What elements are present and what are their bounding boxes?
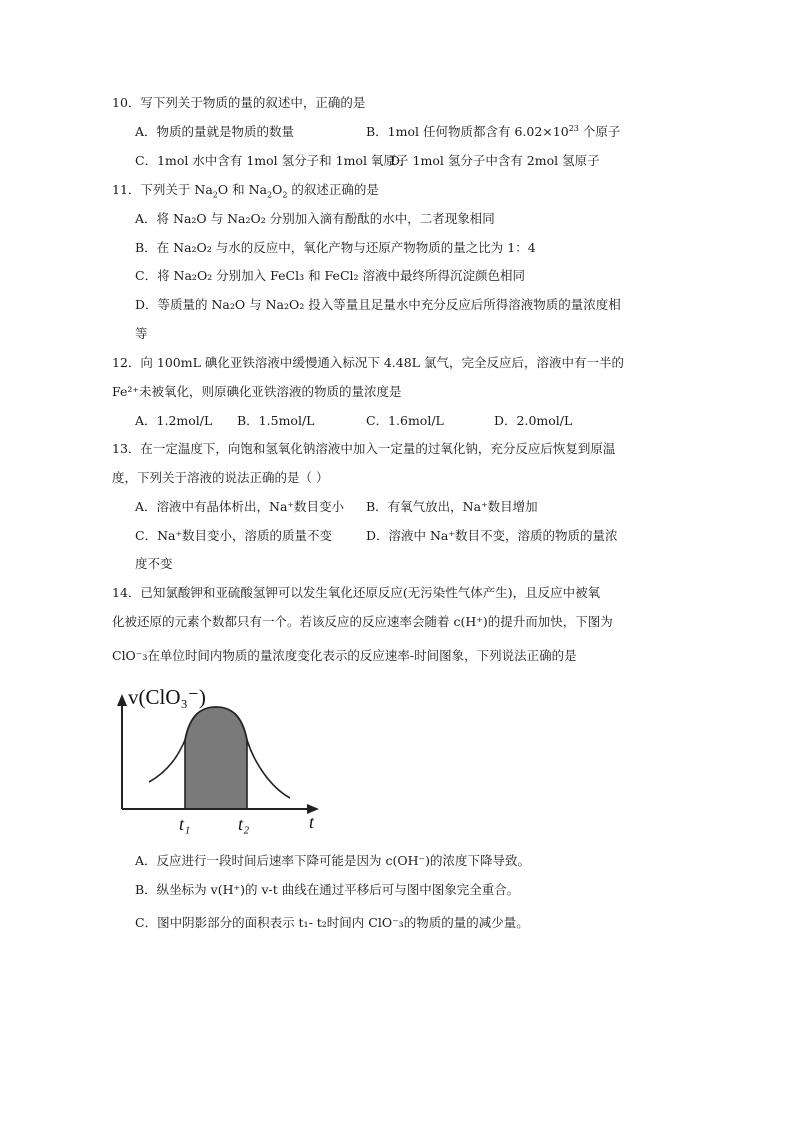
q11-stem-part3: O xyxy=(272,182,283,197)
rate-time-graph xyxy=(112,682,332,840)
q10-option-b-text: B．1mol 任何物质都含有 6.02×10 xyxy=(366,124,569,139)
q11-stem-sub2: 2 xyxy=(266,190,273,200)
y-axis-arrow xyxy=(117,694,127,706)
t2-label: t₂ xyxy=(238,814,250,834)
q14-stem-line3: ClO⁻₃在单位时间内物质的量浓度变化表示的反应速率-时间图象，下列说法正确的是 xyxy=(112,648,577,663)
q14-option-b: B．纵坐标为 v(H⁺)的 v-t 曲线在通过平移后可与图中图象完全重合。 xyxy=(135,882,520,897)
q12-option-a: A．1.2mol/L xyxy=(135,413,213,428)
q11-stem xyxy=(112,182,379,198)
q11-option-b: B．在 Na₂O₂ 与水的反应中，氧化产物与还原产物物质的量之比为 1：4 xyxy=(135,240,536,255)
q10-option-a: A．物质的量就是物质的数量 xyxy=(135,124,295,139)
rate-time-graph-svg xyxy=(112,682,332,840)
q10-option-b-tail: 个原子 xyxy=(578,124,621,139)
q10-option-b xyxy=(366,124,620,140)
q13-option-d-line2: 度不变 xyxy=(135,556,173,571)
q10-stem: 10．写下列关于物质的量的叙述中，正确的是 xyxy=(112,95,366,110)
q11-stem-part4: 的叙述正确的是 xyxy=(287,182,379,197)
q14-option-c: C．图中阴影部分的面积表示 t₁- t₂时间内 ClO⁻₃的物质的量的减少量。 xyxy=(135,915,529,930)
q11-stem-part1: 11．下列关于 Na xyxy=(112,182,213,197)
q13-option-a: A．溶液中有晶体析出，Na⁺数目变小 xyxy=(135,499,345,514)
q11-stem-sub1: 2 xyxy=(212,190,218,200)
q10-option-d: D．1mol 氢分子中含有 2mol 氢原子 xyxy=(390,153,600,168)
q12-option-b: B．1.5mol/L xyxy=(237,413,315,428)
q11-stem-sub3: 2 xyxy=(282,190,288,200)
q11-option-d-line2: 等 xyxy=(135,326,148,341)
y-axis-label: v(ClO₃⁻) xyxy=(128,685,206,709)
q12-stem-line1: 12．向 100mL 碘化亚铁溶液中缓慢通入标况下 4.48L 氯气，完全反应后，溶液中有一半的 xyxy=(112,355,624,370)
q14-stem-line1: 14．已知氯酸钾和亚硫酸氢钾可以发生氧化还原反应(无污染性气体产生)，且反应中被氧 xyxy=(112,585,601,600)
x-axis-label: t xyxy=(309,812,315,832)
q13-stem-line1: 13．在一定温度下，向饱和氢氧化钠溶液中加入一定量的过氧化钠，充分反应后恢复到原温 xyxy=(112,441,616,456)
q13-option-c: C．Na⁺数目变小，溶质的质量不变 xyxy=(135,528,333,543)
q11-option-a: A．将 Na₂O 与 Na₂O₂ 分别加入滴有酚酞的水中，二者现象相同 xyxy=(135,211,495,226)
q13-option-d-line1: D．溶液中 Na⁺数目不变，溶质的物质的量浓 xyxy=(366,528,618,543)
t1-label: t₁ xyxy=(179,814,191,834)
q12-option-d: D．2.0mol/L xyxy=(494,413,573,428)
q14-stem-line2: 化被还原的元素个数都只有一个。若该反应的反应速率会随着 c(H⁺)的提升而加快，下图为 xyxy=(112,614,613,629)
q11-stem-part2: O 和 Na xyxy=(217,182,267,197)
q10-option-b-exponent: 23 xyxy=(568,123,579,133)
q11-option-c: C．将 Na₂O₂ 分别加入 FeCl₃ 和 FeCl₂ 溶液中最终所得沉淀颜色相同 xyxy=(135,268,525,283)
q13-option-b: B．有氧气放出，Na⁺数目增加 xyxy=(366,499,538,514)
q13-stem-line2: 度，下列关于溶液的说法正确的是（ ） xyxy=(112,470,329,485)
q14-option-a: A．反应进行一段时间后速率下降可能是因为 c(OH⁻)的浓度下降导致。 xyxy=(135,853,531,868)
q12-stem-line2: Fe²⁺未被氧化，则原碘化亚铁溶液的物质的量浓度是 xyxy=(112,384,402,399)
shaded-area xyxy=(185,707,247,809)
q12-option-c: C．1.6mol/L xyxy=(366,413,444,428)
q10-option-c: C．1mol 水中含有 1mol 氢分子和 1mol 氧原子 xyxy=(135,153,409,168)
q11-option-d-line1: D．等质量的 Na₂O 与 Na₂O₂ 投入等量且足量水中充分反应后所得溶液物质的量浓度相 xyxy=(135,297,621,312)
